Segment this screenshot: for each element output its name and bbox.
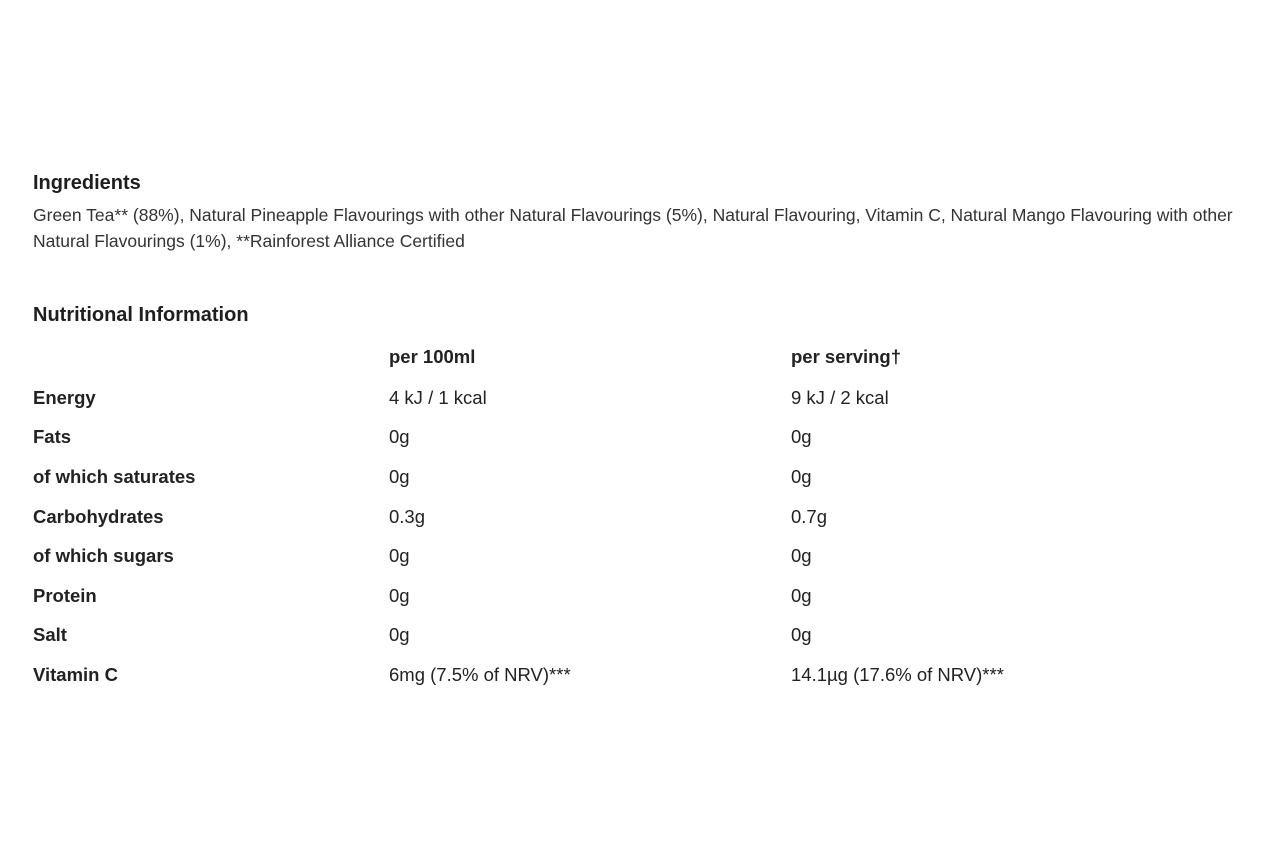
nutrition-heading: Nutritional Information [33,304,249,326]
per-100ml-value: 0g [389,465,410,487]
per-100ml-value: 0.3g [389,505,426,527]
nutrient-label: of which sugars [33,545,174,567]
nutrient-label: of which saturates [33,465,196,487]
per-100ml-value: 0g [389,426,410,448]
per-100ml-value: 4 kJ / 1 kcal [389,386,487,408]
ingredients-heading: Ingredients [33,172,141,194]
table-row [33,378,1251,418]
nutrient-label: Vitamin C [33,663,118,685]
column-header-nutrient [33,336,389,378]
column-header-per-100ml: per 100ml [389,346,476,367]
per-serving-value: 0g [791,426,812,448]
table-header-row [33,336,1251,378]
nutrient-label: Salt [33,624,67,646]
per-100ml-value: 0g [389,624,410,646]
nutrient-label: Protein [33,584,97,606]
per-100ml-value: 0g [389,584,410,606]
per-serving-value: 0g [791,465,812,487]
table-row [33,497,1251,537]
table-row [33,536,1251,576]
per-100ml-value: 0g [389,545,410,567]
product-info [33,170,1263,695]
table-row [33,418,1251,458]
table-row [33,616,1251,656]
per-serving-value: 14.1µg (17.6% of NRV)*** [791,663,1004,685]
ingredients-text: Green Tea** (88%), Natural Pineapple Flavourings with other Natural Flavourings (5%), Natural Flavouring, Vitamin C, Natural Mango Flavouring with other Natural Flavourings (1%), **Rainforest Alliance Certified [33,205,1233,251]
nutrient-label: Carbohydrates [33,505,164,527]
per-serving-value: 0g [791,584,812,606]
nutrient-label: Fats [33,426,72,448]
nutrient-label: Energy [33,386,96,408]
column-header-per-serving: per serving† [791,346,902,367]
per-serving-value: 0g [791,624,812,646]
table-row [33,457,1251,497]
nutrition-table [33,336,1251,695]
per-100ml-value: 6mg (7.5% of NRV)*** [389,663,571,685]
table-row [33,655,1251,695]
per-serving-value: 0g [791,545,812,567]
per-serving-value: 9 kJ / 2 kcal [791,386,889,408]
table-row [33,576,1251,616]
per-serving-value: 0.7g [791,505,828,527]
